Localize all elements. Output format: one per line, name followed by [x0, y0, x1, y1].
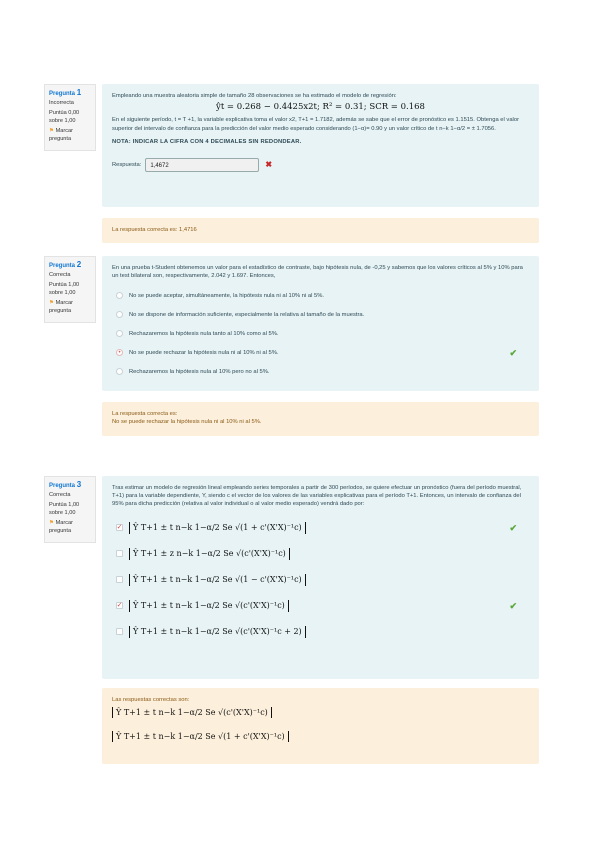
flag-question-button[interactable]: ⚑ Marcar pregunta	[49, 300, 73, 314]
checkbox-checked[interactable]: ✓	[116, 601, 123, 609]
question-info-2	[44, 256, 96, 323]
question-info-3	[44, 476, 96, 543]
checkbox[interactable]	[116, 576, 123, 583]
feedback-2	[102, 402, 539, 436]
question-grade: Puntúa 0,00 sobre 1,00	[49, 110, 80, 124]
feedback-title: Las respuestas correctas son:	[112, 697, 190, 703]
correct-answer-text: La respuesta correcta es: 1,4716	[112, 227, 197, 233]
question-text: Empleando una muestra aleatoria simple de tamaño 28 observaciones se ha estimado el modelo de regresión:	[112, 93, 397, 99]
question-state: Correcta	[49, 271, 71, 278]
answer-row	[112, 158, 529, 172]
flag-question-button[interactable]: ⚑ Marcar pregunta	[49, 128, 73, 142]
checkbox[interactable]	[116, 550, 123, 557]
checkbox[interactable]	[116, 628, 123, 635]
feedback-1	[102, 218, 539, 243]
regression-equation: ŷt = 0.268 − 0.4425x2t; R² = 0.31; SCR = 0.168	[216, 102, 425, 113]
question-formulation-2	[102, 256, 539, 391]
answer-option[interactable]: Ŷ T+1 ± z n−k 1−α/2 Se √(c'(X'X)⁻¹c)	[112, 541, 529, 567]
answer-option[interactable]: No se puede aceptar, simultáneamente, la hipótesis nula ni al 10% ni al 5%.	[112, 286, 529, 305]
flag-question-button[interactable]: ⚑ Marcar pregunta	[49, 520, 73, 534]
question-note: NOTA: INDICAR LA CIFRA CON 4 DECIMALES SIN REDONDEAR.	[112, 138, 302, 145]
question-grade: Puntúa 1,00 sobre 1,00	[49, 502, 80, 516]
question-info-1	[44, 84, 96, 151]
answer-option[interactable]: Rechazaremos la hipótesis nula tanto al 10% como al 5%.	[112, 324, 529, 343]
answer-option[interactable]: No se dispone de información suficiente, especialmente la relativa al tamaño de la muestra.	[112, 305, 529, 324]
question-number: Pregunta 3	[49, 480, 82, 489]
feedback-3	[102, 688, 539, 764]
question-number: Pregunta 1	[49, 88, 82, 97]
flag-icon: ⚑	[49, 520, 55, 527]
radio-button[interactable]	[116, 292, 123, 299]
correct-check-icon: ✔	[509, 600, 517, 611]
question-state: Incorrecta	[49, 99, 74, 106]
incorrect-icon: ✖	[265, 159, 273, 169]
correct-answer-formula: Ŷ T+1 ± t n−k 1−α/2 Se √(1 + c'(X'X)⁻¹c)	[112, 732, 529, 742]
answer-option[interactable]: ✓ Ŷ T+1 ± t n−k 1−α/2 Se √(c'(X'X)⁻¹c) ✔	[116, 600, 517, 611]
question-number: Pregunta 2	[49, 260, 82, 269]
question-grade: Puntúa 1,00 sobre 1,00	[49, 282, 80, 296]
question-body: En el siguiente período, t = T +1, la variable explicativa toma el valor x2, T+1 = 1.7182, además se sabe que el error de pronóstico es 1.1515. Obtenga el valor superior del intervalo de confianza para la predicción del valor medio esperado considerando (1−α)= 0.90 y un valor crítico de t n−k 1−α/2 = ± 1.7056.	[112, 117, 519, 132]
answer-option[interactable]: • No se puede rechazar la hipótesis nula ni al 10% ni al 5%. ✔	[112, 343, 529, 362]
checkbox-checked[interactable]: ✓	[116, 523, 123, 531]
question-state: Correcta	[49, 491, 71, 498]
correct-answer-text: No se puede rechazar la hipótesis nula ni al 10% ni al 5%.	[112, 419, 262, 425]
question-formulation-1	[102, 84, 539, 207]
answer-options	[112, 515, 529, 645]
question-text: Tras estimar un modelo de regresión lineal empleando series temporales a partir de 300 períodos, se quiere efectuar un pronóstico (fuera del período muestral, T+1) para la variable dependiente, Y, siendo c el vector de los valores de las variables explicativas para el período T+1. Entonces, un intervalo de confianza del 95% para dicha predicción (relativa al valor individual o al valor medio esperado) vendrá dado por:	[112, 485, 522, 508]
correct-check-icon: ✔	[509, 347, 517, 358]
feedback-title: La respuesta correcta es:	[112, 411, 178, 417]
radio-button[interactable]	[116, 311, 123, 318]
answer-option[interactable]: Rechazaremos la hipótesis nula al 10% pero no al 5%.	[112, 362, 529, 381]
answer-label: Respuesta:	[112, 161, 142, 168]
correct-check-icon: ✔	[509, 522, 517, 533]
flag-icon: ⚑	[49, 128, 55, 135]
answer-option[interactable]: Ŷ T+1 ± t n−k 1−α/2 Se √(1 − c'(X'X)⁻¹c)	[112, 567, 529, 593]
radio-button[interactable]	[116, 368, 123, 375]
correct-answer-formula: Ŷ T+1 ± t n−k 1−α/2 Se √(c'(X'X)⁻¹c)	[112, 708, 529, 718]
answer-option[interactable]: ✓ Ŷ T+1 ± t n−k 1−α/2 Se √(1 + c'(X'X)⁻¹c) ✔	[116, 522, 517, 533]
question-text: En una prueba t-Student obtenemos un valor para el estadístico de contraste, bajo hipótesis nula, de -0,25 y sabemos que los valores críticos al 5% y 10% para un test bilateral son, respectivamente, 2.042 y 1.697. Entonces,	[112, 265, 523, 280]
answer-input[interactable]: 1,4672	[145, 158, 259, 172]
answer-option[interactable]: Ŷ T+1 ± t n−k 1−α/2 Se √(c'(X'X)⁻¹c + 2)	[112, 619, 529, 645]
question-formulation-3	[102, 476, 539, 679]
answer-options	[112, 286, 529, 381]
radio-button[interactable]	[116, 330, 123, 337]
flag-icon: ⚑	[49, 300, 55, 307]
radio-button-selected[interactable]: •	[116, 349, 123, 356]
